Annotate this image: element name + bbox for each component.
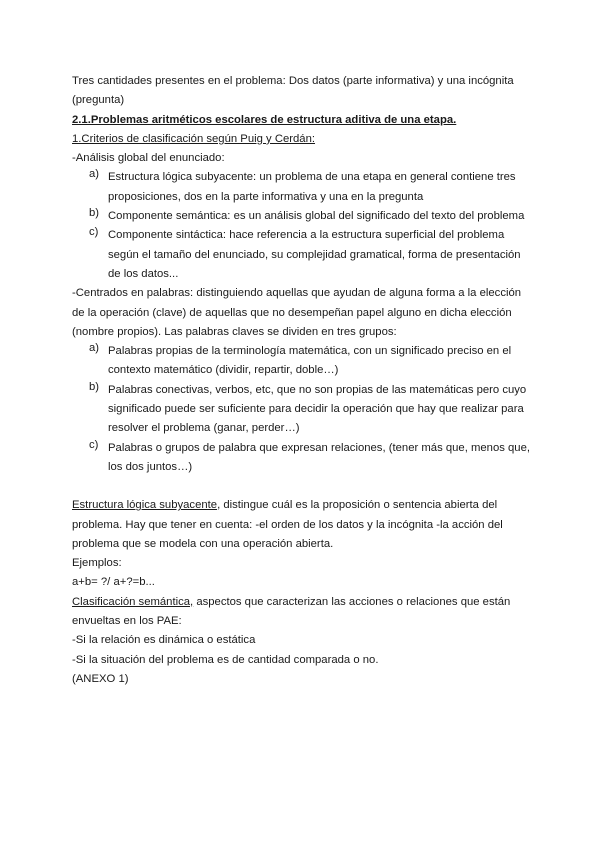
list-item-text: Estructura lógica subyacente: un problema de una etapa en general contiene tres: [108, 171, 516, 184]
semantic-term: Clasificación semántica,: [72, 595, 194, 608]
words-intro-line-2: de la operación (clave) de aquellas que no desempeñan papel alguno en dicha elección: [72, 306, 512, 319]
list-marker: c): [89, 226, 99, 239]
semantic-paragraph-line-2: envueltas en los PAE:: [72, 615, 182, 628]
list-item-text: Palabras o grupos de palabra que expresan relaciones, (tener más que, menos que,: [108, 441, 531, 454]
list-item-text: los dos juntos…): [108, 460, 193, 473]
list-item-text: Componente sintáctica: hace referencia a la estructura superficial del problema: [108, 229, 505, 242]
list-marker: b): [89, 380, 100, 393]
list-item-text: proposiciones, dos en la parte informativa y una en la pregunta: [108, 190, 424, 203]
list-item-text: Palabras conectivas, verbos, etc, que no son propias de las matemáticas pero cuyo: [108, 383, 527, 396]
section-title: 2.1.Problemas aritméticos escolares de estructura aditiva de una etapa.: [72, 113, 457, 126]
condition-line: -Si la relación es dinámica o estática: [72, 634, 256, 647]
logic-term: Estructura lógica subyacente: [72, 499, 218, 512]
list-marker: b): [89, 207, 100, 220]
document-page: [72, 72, 532, 689]
words-intro-line-1: -Centrados en palabras: distinguiendo aquellas que ayudan de alguna forma a la elección: [72, 287, 522, 300]
criteria-title: 1.Criterios de clasificación según Puig y Cerdán:: [72, 132, 316, 145]
list-marker: a): [89, 342, 100, 355]
logic-paragraph-line-2: problema. Hay que tener en cuenta: -el orden de los datos y la incógnita -la acción del: [72, 518, 503, 531]
list-item: [72, 439, 532, 478]
list-item-text: según el tamaño del enunciado, su complejidad gramatical, forma de presentación: [108, 248, 521, 261]
semantic-text: aspectos que caracterizan las acciones o relaciones que están: [193, 595, 511, 608]
paragraph-gap: [72, 477, 532, 496]
list-marker: c): [89, 438, 99, 451]
list-marker: a): [89, 168, 100, 181]
logic-paragraph-line-3: problema que se modela con una operación abierta.: [72, 537, 334, 550]
logic-paragraph-line-1: [72, 496, 532, 515]
list-item: [72, 226, 532, 284]
list-item-text: contexto matemático (dividir, repartir, doble…): [108, 364, 339, 377]
global-analysis-label: -Análisis global del enunciado:: [72, 152, 225, 165]
examples-label: Ejemplos:: [72, 557, 122, 570]
list-item: [72, 207, 532, 226]
list-item-text: significado puede ser suficiente para decidir la operación que hay que realizar para: [108, 403, 524, 416]
intro-line-2: (pregunta): [72, 94, 125, 107]
logic-text: , distingue cuál es la proposición o sentencia abierta del: [217, 499, 498, 512]
annex-reference: (ANEXO 1): [72, 672, 129, 685]
condition-line: -Si la situación del problema es de cantidad comparada o no.: [72, 653, 379, 666]
list-item-text: Palabras propias de la terminología matemática, con un significado preciso en el: [108, 345, 512, 358]
list-item-text: de los datos...: [108, 267, 179, 280]
list-item: [72, 381, 532, 439]
list-item-text: resolver el problema (ganar, perder…): [108, 422, 300, 435]
list-item: [72, 342, 532, 381]
examples-value: a+b= ?/ a+?=b...: [72, 576, 155, 589]
semantic-paragraph-line-1: [72, 593, 532, 612]
list-item: [72, 168, 532, 207]
words-intro-line-3: (nombre propios). Las palabras claves se dividen en tres grupos:: [72, 325, 397, 338]
intro-line-1: Tres cantidades presentes en el problema: Dos datos (parte informativa) y una incógnita: [72, 75, 514, 87]
list-item-text: Componente semántica: es un análisis global del significado del texto del problema: [108, 210, 525, 223]
